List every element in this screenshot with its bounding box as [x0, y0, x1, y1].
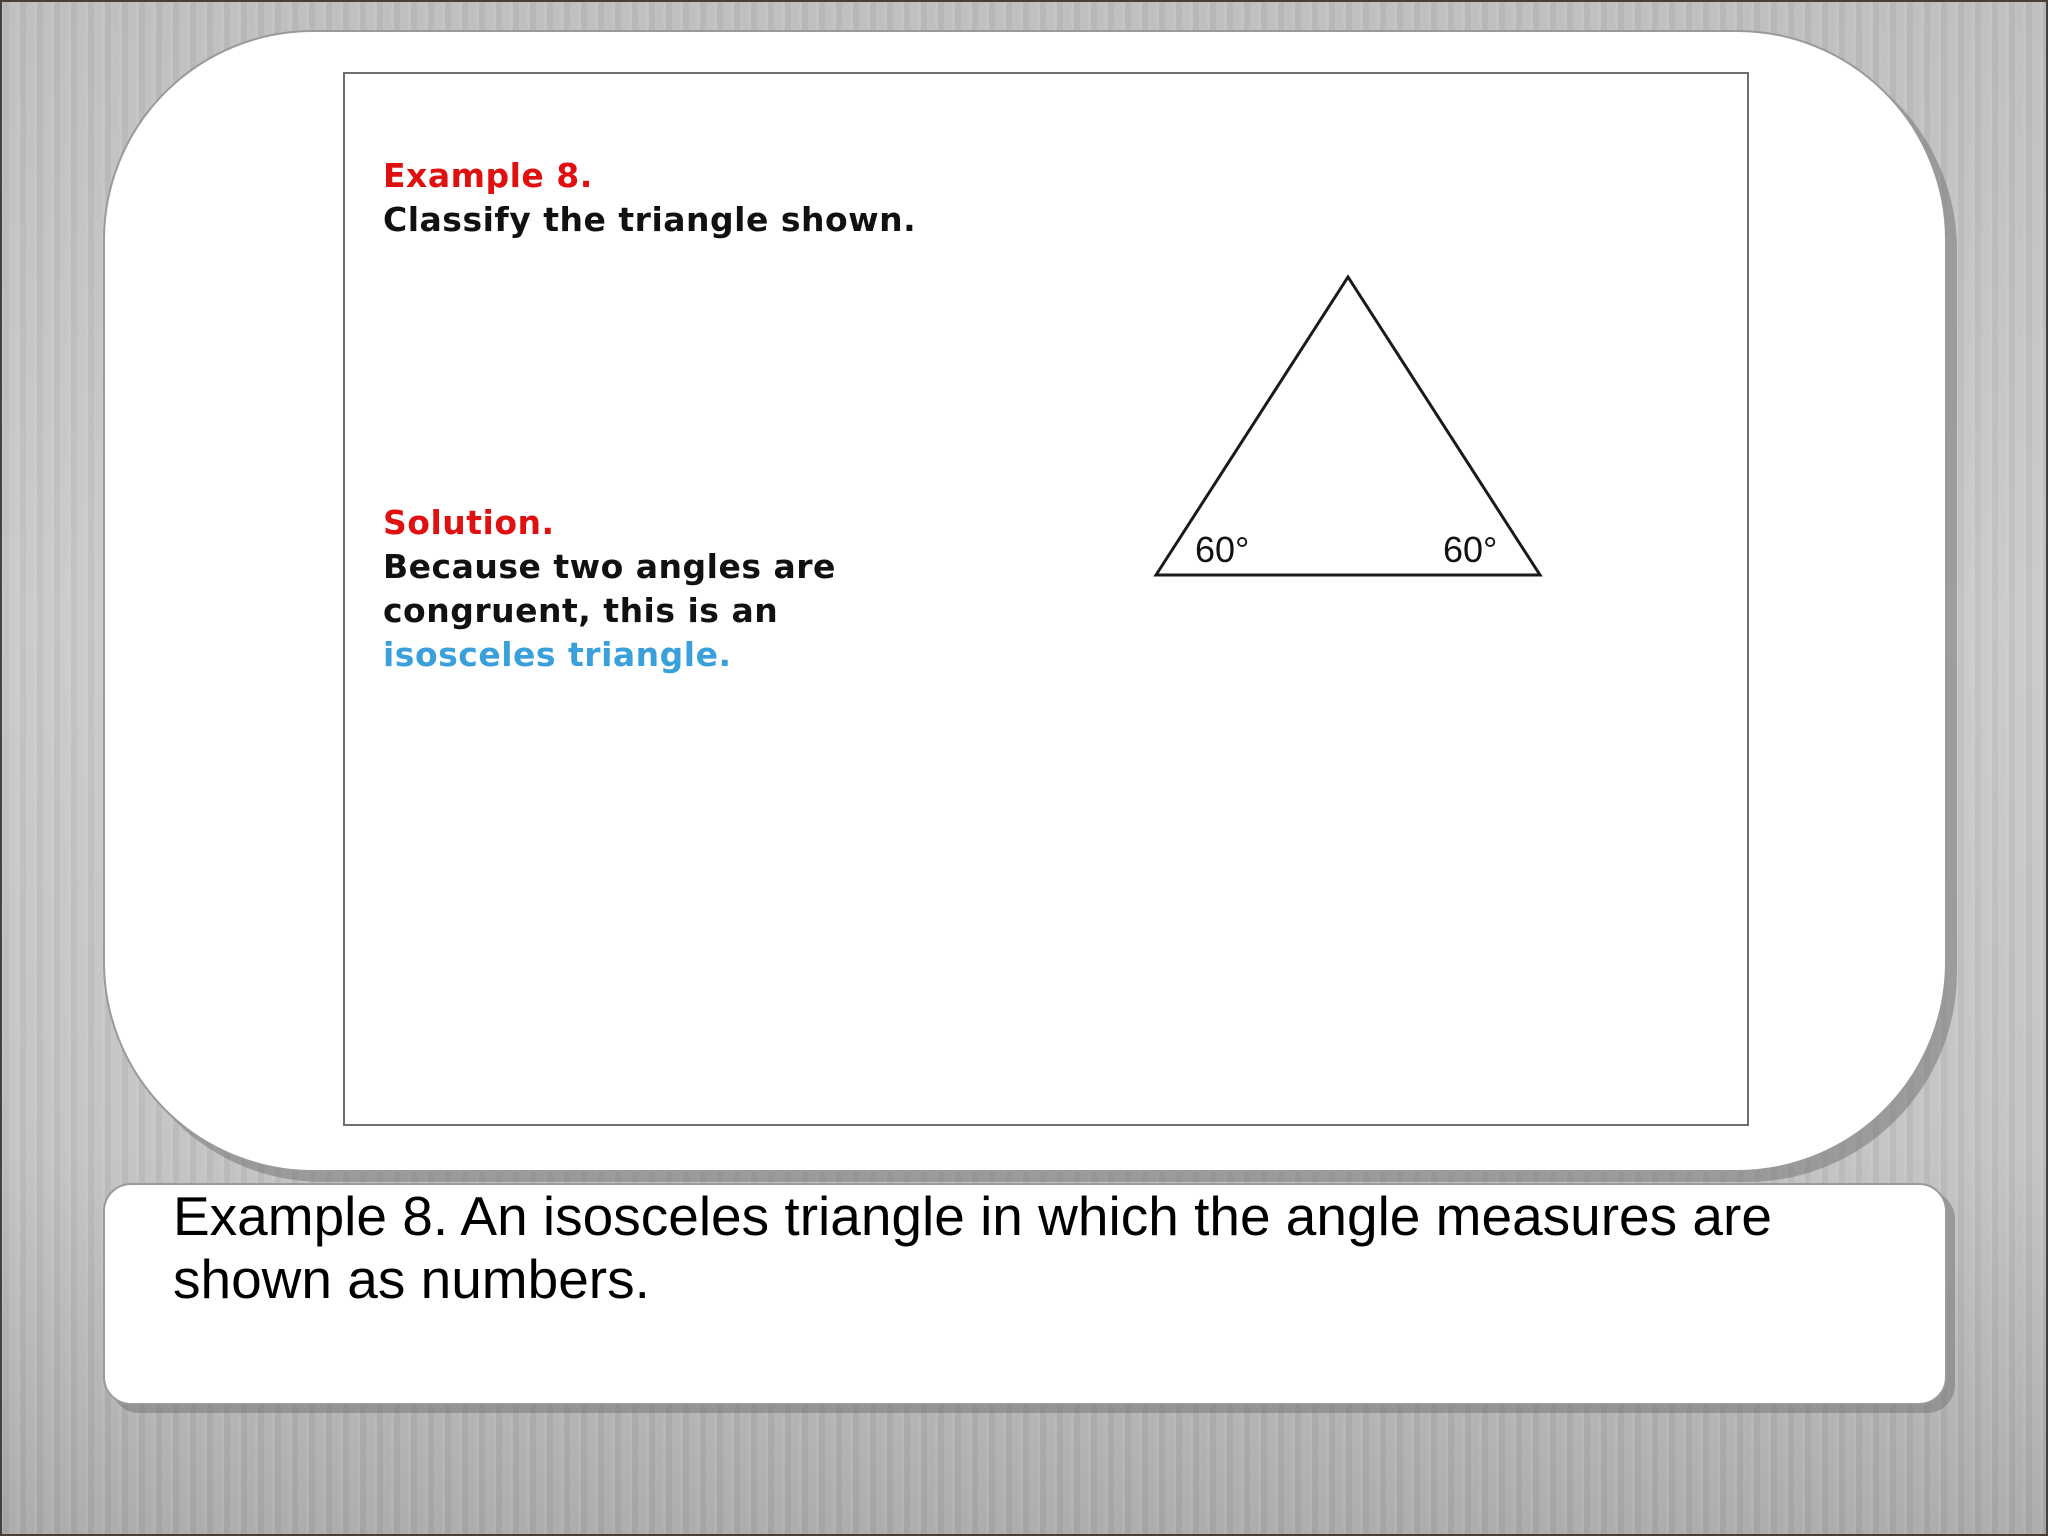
solution-line-1: Because two angles are — [383, 547, 836, 586]
example-text-block — [383, 154, 916, 242]
example-label: Example 8. — [383, 156, 593, 195]
solution-answer: isosceles triangle. — [383, 635, 732, 674]
triangle-diagram — [1153, 199, 1573, 589]
angle-left-label: 60° — [1195, 529, 1250, 570]
angle-right-label: 60° — [1443, 529, 1498, 570]
solution-text-block — [383, 501, 836, 677]
caption-text: Example 8. An isosceles triangle in which the angle measures are shown as numbers. — [173, 1185, 1772, 1310]
problem-prompt: Classify the triangle shown. — [383, 200, 917, 239]
caption-card — [103, 1183, 1947, 1405]
lesson-slide — [343, 72, 1749, 1126]
solution-label: Solution. — [383, 503, 555, 542]
solution-line-2: congruent, this is an — [383, 591, 779, 630]
